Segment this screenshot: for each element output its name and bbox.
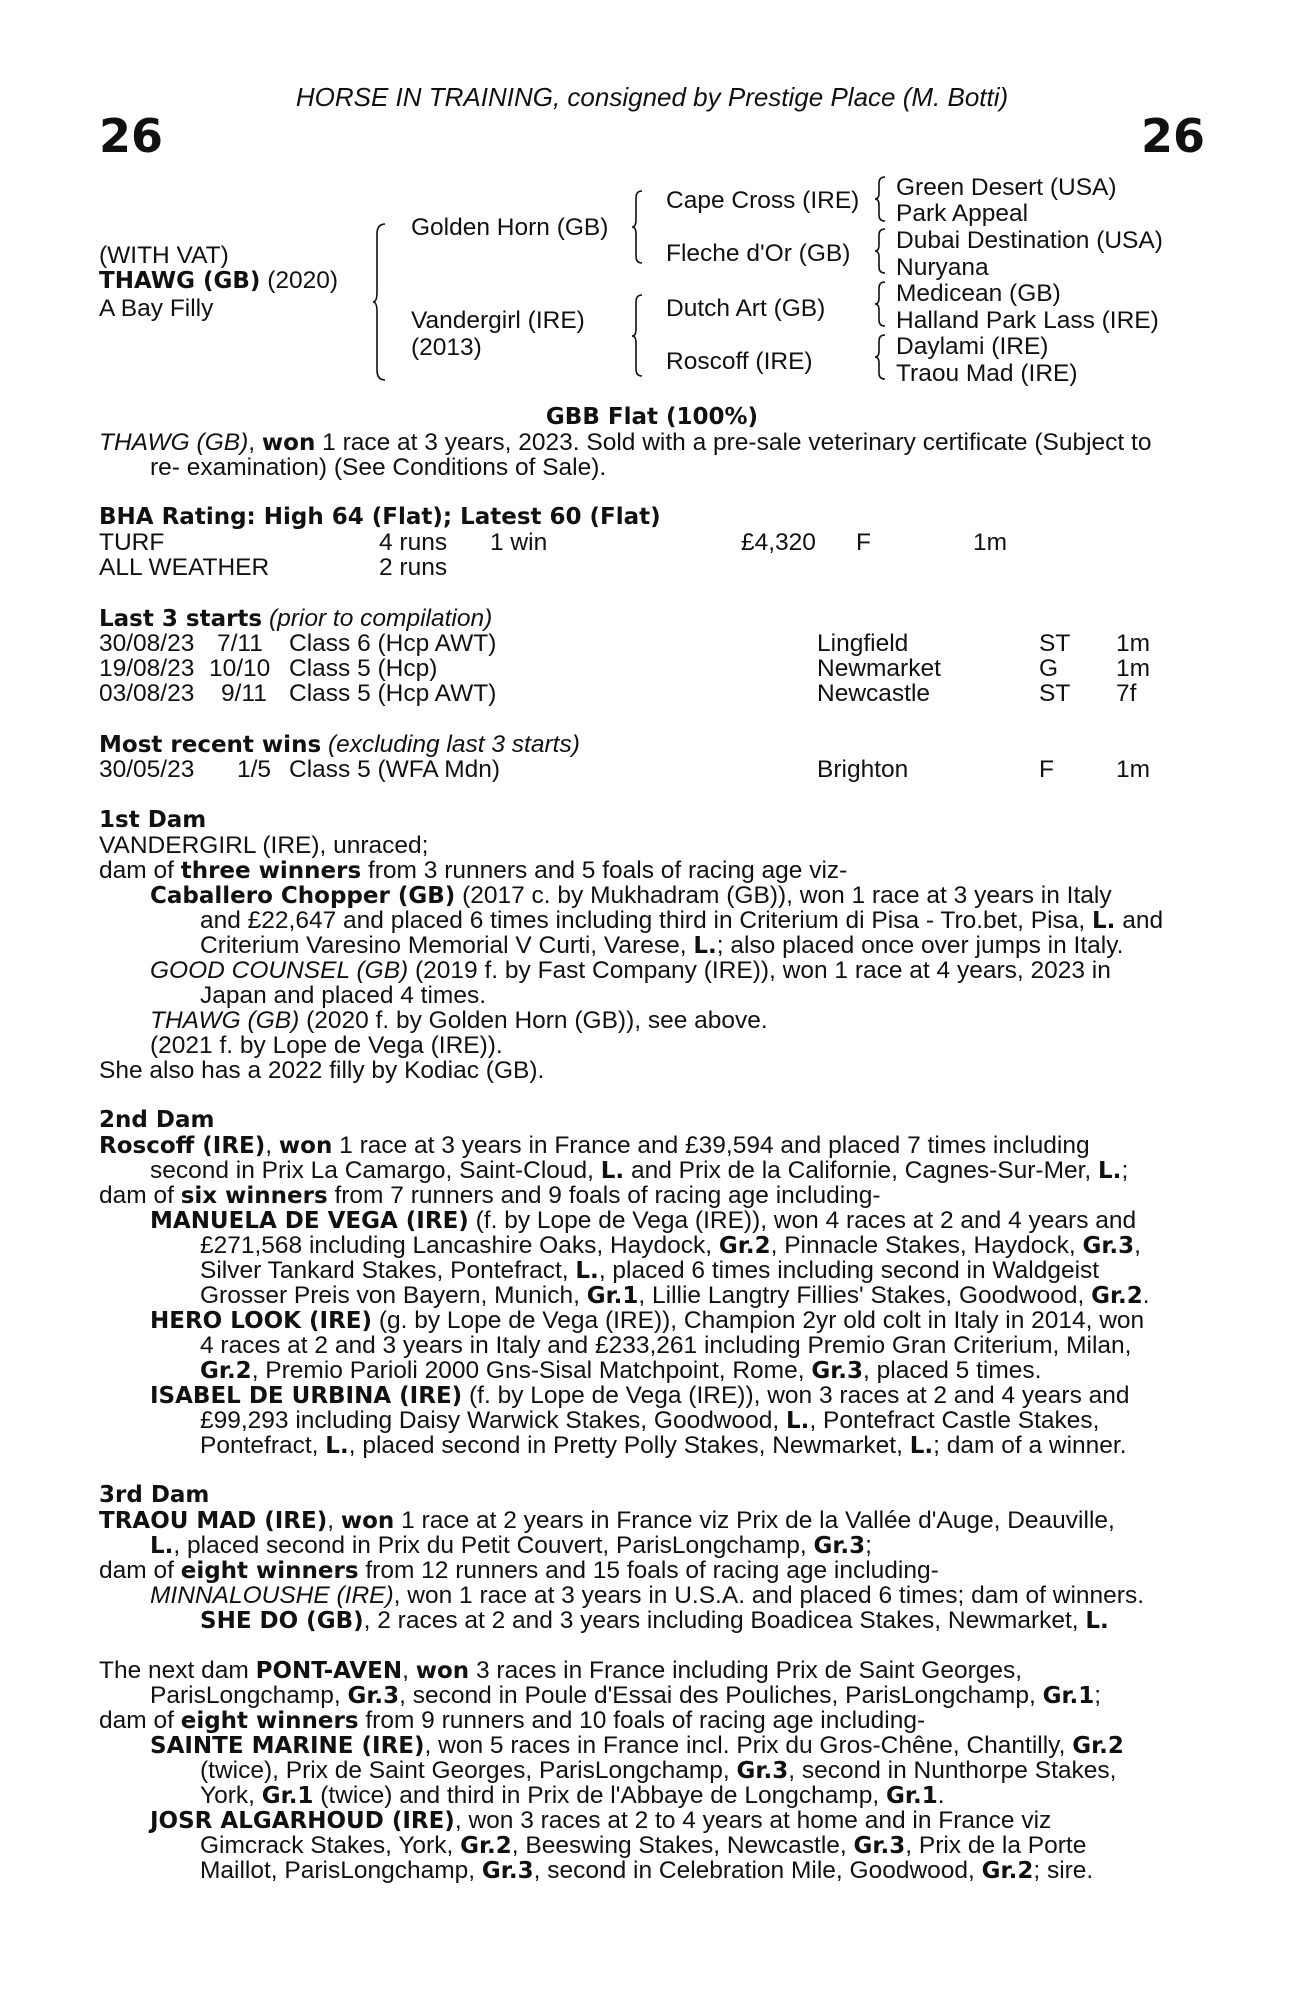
text-fragment: Gr.1: [586, 1283, 639, 1309]
text-fragment: ; also placed once over jumps in Italy.: [716, 932, 1124, 959]
text-fragment: Gr.1: [1042, 1683, 1095, 1709]
race-date: 30/05/23: [99, 756, 195, 783]
pedigree-bracket-ss: [875, 176, 891, 222]
race-class: Class 5 (Hcp): [289, 655, 438, 682]
text-line: [99, 1208, 1136, 1235]
race-date: 19/08/23: [99, 655, 195, 682]
text-fragment: Gr.3: [1082, 1233, 1135, 1259]
text-fragment: 1 race at 2 years in France viz Prix de la Vallée d'Auge, Deauville,: [394, 1507, 1115, 1534]
text-line: [99, 883, 1112, 910]
pedigree-sire-dam: Fleche d'Or (GB): [666, 240, 851, 267]
text-fragment: dam of: [99, 1182, 181, 1209]
text-line: [99, 1308, 1144, 1335]
text-fragment: £99,293 including Daisy Warwick Stakes, Goodwood,: [200, 1407, 787, 1434]
rating-runs: 2 runs: [379, 554, 448, 581]
text-fragment: , second in Nunthorpe Stakes,: [788, 1757, 1117, 1784]
text-line: [99, 1008, 768, 1034]
text-fragment: ;: [865, 1532, 872, 1559]
last3-title: Last 3 starts: [99, 606, 263, 632]
pedigree-bracket-dd: [875, 334, 891, 380]
race-position: 10/10: [209, 655, 271, 682]
text-fragment: Criterium Varesino Memorial V Curti, Varese,: [200, 932, 694, 959]
summary-horse-name: THAWG (GB): [99, 429, 249, 456]
race-going: F: [1039, 756, 1054, 783]
first-dam-intro: VANDERGIRL (IRE), unraced;: [99, 832, 429, 859]
text-fragment: L.: [575, 1258, 599, 1284]
text-fragment: Silver Tankard Stakes, Pontefract,: [200, 1257, 576, 1284]
pedigree-dam-year: (2013): [411, 334, 482, 361]
text-fragment: , 2 races at 2 and 3 years including Boadicea Stakes, Newmarket,: [363, 1607, 1086, 1634]
text-line: [99, 1683, 1101, 1710]
text-line: York, Gr.1 (twice) and third in Prix de l'Abbaye de Longchamp, Gr.1.: [200, 1782, 945, 1809]
pedigree-bracket-main: [373, 222, 393, 382]
text-fragment: L.: [786, 1408, 810, 1434]
text-fragment: , Lillie Langtry Fillies' Stakes, Goodwood,: [638, 1282, 1092, 1309]
pedigree-sdd: Nuryana: [896, 254, 989, 281]
text-fragment: Pontefract,: [200, 1432, 326, 1459]
text-line: [99, 1733, 1124, 1760]
pedigree-dam-dam: Roscoff (IRE): [666, 348, 813, 375]
text-fragment: Maillot, ParisLongchamp,: [200, 1857, 482, 1884]
progeny-entry: [99, 1583, 1144, 1609]
pedigree-bracket-sire: [632, 190, 652, 264]
text-fragment: Gr.1: [261, 1783, 314, 1809]
text-fragment: , Prix de la Porte: [905, 1832, 1087, 1859]
text-fragment: and Prix de la Californie, Cagnes-Sur-Mer,: [624, 1157, 1099, 1184]
text-fragment: from 9 runners and 10 foals of racing age including-: [358, 1707, 926, 1734]
race-class: Class 5 (Hcp AWT): [289, 680, 497, 707]
text-fragment: (g. by Lope de Vega (IRE)), Champion 2yr old colt in Italy in 2014, won: [372, 1307, 1145, 1334]
dam-name: Roscoff (IRE): [99, 1133, 266, 1159]
breeding-percentage: GBB Flat (100%): [545, 404, 759, 430]
lot-number-left: 26: [99, 109, 164, 163]
progeny-name: MINNALOUSHE (IRE): [150, 1582, 394, 1609]
race-going: ST: [1039, 680, 1071, 707]
text-fragment: Gr.3: [853, 1833, 906, 1859]
winners-count: six winners: [180, 1183, 328, 1209]
text-line: [99, 1533, 872, 1560]
text-fragment: Gr.2: [200, 1358, 252, 1384]
text-fragment: won: [278, 1133, 333, 1159]
text-fragment: , placed 5 times.: [863, 1357, 1042, 1384]
rating-surface: TURF: [99, 529, 165, 556]
progeny-name: SAINTE MARINE (IRE): [150, 1733, 425, 1759]
text-fragment: (f. by Lope de Vega (IRE)), won 4 races at 2 and 4 years and: [468, 1207, 1137, 1234]
text-line: [99, 1758, 1116, 1785]
progeny-name: JOSR ALGARHOUD (IRE): [150, 1808, 455, 1834]
text-fragment: Gr.3: [736, 1758, 789, 1784]
pedigree-ddd: Traou Mad (IRE): [896, 360, 1078, 387]
text-fragment: , placed second in Pretty Polly Stakes, Newmarket,: [348, 1432, 910, 1459]
rating-surface: ALL WEATHER: [99, 554, 270, 581]
won-label: won: [261, 430, 316, 456]
text-fragment: , won 3 races at 2 to 4 years at home and in France viz: [454, 1807, 1052, 1834]
text-fragment: , won 5 races in France incl. Prix du Gros-Chêne, Chantilly,: [424, 1732, 1073, 1759]
dam-name: PONT-AVEN: [255, 1658, 403, 1684]
pedigree-dsd: Halland Park Lass (IRE): [896, 307, 1159, 334]
second-dam-line-1: Roscoff (IRE), won 1 race at 3 years in France and £39,594 and placed 7 times including: [99, 1132, 1090, 1159]
text-fragment: , placed 6 times including second in Waldgeist: [598, 1257, 1100, 1284]
text-fragment: 3 races in France including Prix de Saint Georges,: [469, 1657, 1023, 1684]
text-fragment: dam of: [99, 1557, 181, 1584]
text-fragment: Gr.3: [481, 1858, 534, 1884]
text-fragment: L.: [693, 933, 717, 959]
race-position: 1/5: [237, 756, 272, 783]
text-fragment: L.: [325, 1433, 349, 1459]
rating-going: F: [856, 529, 871, 556]
text-line: [99, 1833, 1086, 1860]
race-going: G: [1039, 655, 1059, 682]
text-line: [99, 1408, 1100, 1435]
last3-heading: [99, 606, 492, 633]
text-fragment: Gr.1: [886, 1783, 938, 1809]
lot-number-right: 26: [1140, 109, 1205, 163]
text-line: [99, 1808, 1051, 1835]
first-dam-summary: [99, 858, 847, 885]
text-fragment: Gr.2: [1091, 1283, 1143, 1309]
text-line: [99, 1358, 1041, 1385]
text-fragment: £271,568 including Lancashire Oaks, Haydock,: [200, 1232, 719, 1259]
text-fragment: , Beeswing Stakes, Newcastle,: [511, 1832, 854, 1859]
text-fragment: , second in Poule d'Essai des Pouliches, ParisLongchamp,: [399, 1682, 1043, 1709]
winners-count: eight winners: [180, 1708, 359, 1734]
race-course: Lingfield: [817, 630, 909, 657]
pedigree-sss: Green Desert (USA): [896, 174, 1117, 201]
summary-line-2: re- examination) (See Conditions of Sale).: [150, 454, 607, 481]
text-fragment: Gr.2: [718, 1233, 771, 1259]
text-fragment: The next dam: [99, 1657, 256, 1684]
text-fragment: (twice) and third in Prix de l'Abbaye de Longchamp,: [313, 1782, 887, 1809]
race-date: 30/08/23: [99, 630, 195, 657]
text-fragment: Grosser Preis von Bayern, Munich,: [200, 1282, 587, 1309]
first-dam-footer: She also has a 2022 filly by Kodiac (GB).: [99, 1057, 545, 1084]
third-dam-heading: 3rd Dam: [99, 1482, 210, 1508]
text-fragment: Gr.3: [813, 1533, 866, 1559]
pedigree-sds: Dubai Destination (USA): [896, 227, 1163, 254]
text-line: £271,568 including Lancashire Oaks, Haydock, Gr.2, Pinnacle Stakes, Haydock, Gr.3,: [200, 1232, 1141, 1259]
text-line: [99, 1708, 925, 1735]
text-fragment: (2020 f. by Golden Horn (GB)), see above.: [299, 1007, 768, 1034]
pedigree-dds: Daylami (IRE): [896, 333, 1049, 360]
horse-description: A Bay Filly: [99, 295, 214, 322]
text-line: [99, 1383, 1130, 1410]
race-class: Class 5 (WFA Mdn): [289, 756, 501, 783]
text-fragment: , Pinnacle Stakes, Haydock,: [770, 1232, 1083, 1259]
bha-rating-heading: BHA Rating: High 64 (Flat); Latest 60 (Flat): [99, 504, 661, 530]
horse-title: [99, 268, 338, 295]
summary-text: 1 race at 3 years, 2023. Sold with a pre-sale veterinary certificate (Subject to: [315, 429, 1152, 456]
text-fragment: Gr.2: [981, 1858, 1034, 1884]
text-line: second in Prix La Camargo, Saint-Cloud, L. and Prix de la Californie, Cagnes-Sur-Mer, L.;: [150, 1157, 1129, 1184]
race-position: 9/11: [221, 680, 267, 707]
text-fragment: (twice), Prix de Saint Georges, ParisLongchamp,: [200, 1757, 737, 1784]
text-fragment: L.: [909, 1433, 934, 1459]
winners-count: eight winners: [180, 1558, 359, 1584]
race-course: Newcastle: [817, 680, 931, 707]
progeny-name: HERO LOOK (IRE): [150, 1308, 373, 1334]
text-line: [99, 1558, 939, 1585]
progeny-name: ISABEL DE URBINA (IRE): [150, 1383, 463, 1409]
progeny-name: Caballero Chopper (GB): [150, 883, 456, 909]
recent-wins-note: (excluding last 3 starts): [327, 731, 580, 758]
text-fragment: ParisLongchamp,: [150, 1682, 348, 1709]
text-fragment: , won 1 race at 3 years in U.S.A. and placed 6 times; dam of winners.: [393, 1582, 1145, 1609]
race-class: Class 6 (Hcp AWT): [289, 630, 497, 657]
text-line: 4 races at 2 and 3 years in Italy and £233,261 including Premio Gran Criterium, Milan,: [200, 1332, 1132, 1359]
text-fragment: (f. by Lope de Vega (IRE)), won 3 races at 2 and 4 years and: [462, 1382, 1130, 1409]
text-fragment: from 7 runners and 9 foals of racing age including-: [327, 1182, 881, 1209]
text-fragment: ;: [1094, 1682, 1102, 1709]
text-fragment: L.: [1085, 1608, 1109, 1634]
text-fragment: ; dam of a winner.: [933, 1432, 1127, 1459]
text-fragment: won: [340, 1508, 395, 1534]
text-line: TRAOU MAD (IRE), won 1 race at 2 years in France viz Prix de la Vallée d'Auge, Deauville,: [99, 1507, 1115, 1534]
text-line: Grosser Preis von Bayern, Munich, Gr.1, Lillie Langtry Fillies' Stakes, Goodwood, Gr.2.: [200, 1282, 1150, 1309]
rating-distance: 1m: [973, 529, 1008, 556]
race-distance: 1m: [1116, 756, 1151, 783]
pedigree-sire-sire: Cape Cross (IRE): [666, 187, 860, 214]
next-dam-line-1: The next dam PONT-AVEN, won 3 races in France including Prix de Saint Georges,: [99, 1657, 1023, 1684]
rating-wins: 1 win: [490, 529, 548, 556]
text-line: [99, 933, 1123, 960]
rating-runs: 4 runs: [379, 529, 448, 556]
race-position: 7/11: [217, 630, 263, 657]
race-distance: 7f: [1116, 680, 1137, 707]
text-fragment: second in Prix La Camargo, Saint-Cloud,: [150, 1157, 601, 1184]
text-line: [99, 1183, 881, 1210]
text-line: [99, 1258, 1099, 1285]
catalogue-page: [99, 0, 1205, 2000]
text-fragment: and £22,647 and placed 6 times including third in Criterium di Pisa - Tro.bet, Pisa,: [200, 907, 1093, 934]
pedigree-dam-sire: Dutch Art (GB): [666, 295, 826, 322]
progeny-entry: (2021 f. by Lope de Vega (IRE)).: [150, 1032, 503, 1059]
race-course: Brighton: [817, 756, 909, 783]
text-fragment: , Pontefract Castle Stakes,: [809, 1407, 1100, 1434]
text-line: [99, 1858, 1093, 1885]
pedigree-bracket-sd: [875, 228, 891, 274]
race-distance: 1m: [1116, 630, 1151, 657]
text-fragment: L.: [1092, 908, 1116, 934]
pedigree-dss: Medicean (GB): [896, 280, 1061, 307]
text-fragment: from 3 runners and 5 foals of racing age viz-: [361, 857, 848, 884]
text-fragment: won: [415, 1658, 470, 1684]
progeny-entry: [99, 1608, 1109, 1635]
text-line: [99, 1433, 1127, 1460]
horse-year: (2020): [267, 267, 339, 294]
dam-name: TRAOU MAD (IRE): [99, 1508, 328, 1534]
text-fragment: from 12 runners and 15 foals of racing age including-: [358, 1557, 939, 1584]
vat-note: (WITH VAT): [99, 242, 229, 269]
pedigree-bracket-dam: [632, 294, 652, 378]
rating-prize: £4,320: [741, 529, 816, 556]
summary-line-1: THAWG (GB), won 1 race at 3 years, 2023. Sold with a pre-sale veterinary certificate (Subject to: [99, 429, 1152, 456]
text-fragment: (2019 f. by Fast Company (IRE)), won 1 race at 4 years, 2023 in: [408, 957, 1111, 984]
progeny-name: THAWG (GB): [150, 1007, 300, 1034]
text-fragment: Gr.2: [1072, 1733, 1124, 1759]
text-fragment: York,: [200, 1782, 262, 1809]
race-going: ST: [1039, 630, 1071, 657]
recent-wins-title: Most recent wins: [99, 732, 322, 758]
text-fragment: , second in Celebration Mile, Goodwood,: [533, 1857, 982, 1884]
text-fragment: dam of: [99, 1707, 181, 1734]
text-line: [99, 958, 1111, 984]
recent-wins-heading: [99, 732, 580, 759]
text-fragment: Gr.3: [347, 1683, 400, 1709]
text-line: Japan and placed 4 times.: [200, 982, 487, 1009]
text-fragment: dam of: [99, 857, 181, 884]
text-fragment: L.: [150, 1533, 174, 1559]
progeny-name: GOOD COUNSEL (GB): [150, 957, 409, 984]
text-fragment: L.: [600, 1158, 625, 1184]
horse-name: THAWG (GB): [99, 268, 261, 294]
text-fragment: , placed second in Prix du Petit Couvert, ParisLongchamp,: [173, 1532, 814, 1559]
pedigree-dam: Vandergirl (IRE): [411, 307, 585, 334]
first-dam-heading: 1st Dam: [99, 807, 207, 833]
text-fragment: ; sire.: [1033, 1857, 1094, 1884]
text-fragment: and: [1115, 907, 1164, 934]
progeny-name: SHE DO (GB): [200, 1608, 364, 1634]
text-fragment: 1 race at 3 years in France and £39,594 and placed 7 times including: [332, 1132, 1090, 1159]
text-fragment: Gr.2: [460, 1833, 512, 1859]
pedigree-sire: Golden Horn (GB): [411, 214, 609, 241]
text-fragment: (2017 c. by Mukhadram (GB)), won 1 race at 3 years in Italy: [455, 882, 1112, 909]
pedigree-ssd: Park Appeal: [896, 200, 1029, 227]
winners-count: three winners: [180, 858, 362, 884]
race-course: Newmarket: [817, 655, 941, 682]
progeny-name: MANUELA DE VEGA (IRE): [150, 1208, 469, 1234]
race-distance: 1m: [1116, 655, 1151, 682]
text-fragment: Gr.3: [811, 1358, 864, 1384]
text-fragment: , Premio Parioli 2000 Gns-Sisal Matchpoint, Rome,: [251, 1357, 812, 1384]
consignment-header: HORSE IN TRAINING, consigned by Prestige Place (M. Botti): [295, 82, 1009, 112]
race-date: 03/08/23: [99, 680, 195, 707]
text-fragment: Gimcrack Stakes, York,: [200, 1832, 461, 1859]
last3-note: (prior to compilation): [268, 605, 493, 632]
text-line: [99, 908, 1163, 935]
pedigree-bracket-ds: [875, 281, 891, 327]
text-fragment: L.: [1098, 1158, 1122, 1184]
second-dam-heading: 2nd Dam: [99, 1107, 215, 1133]
